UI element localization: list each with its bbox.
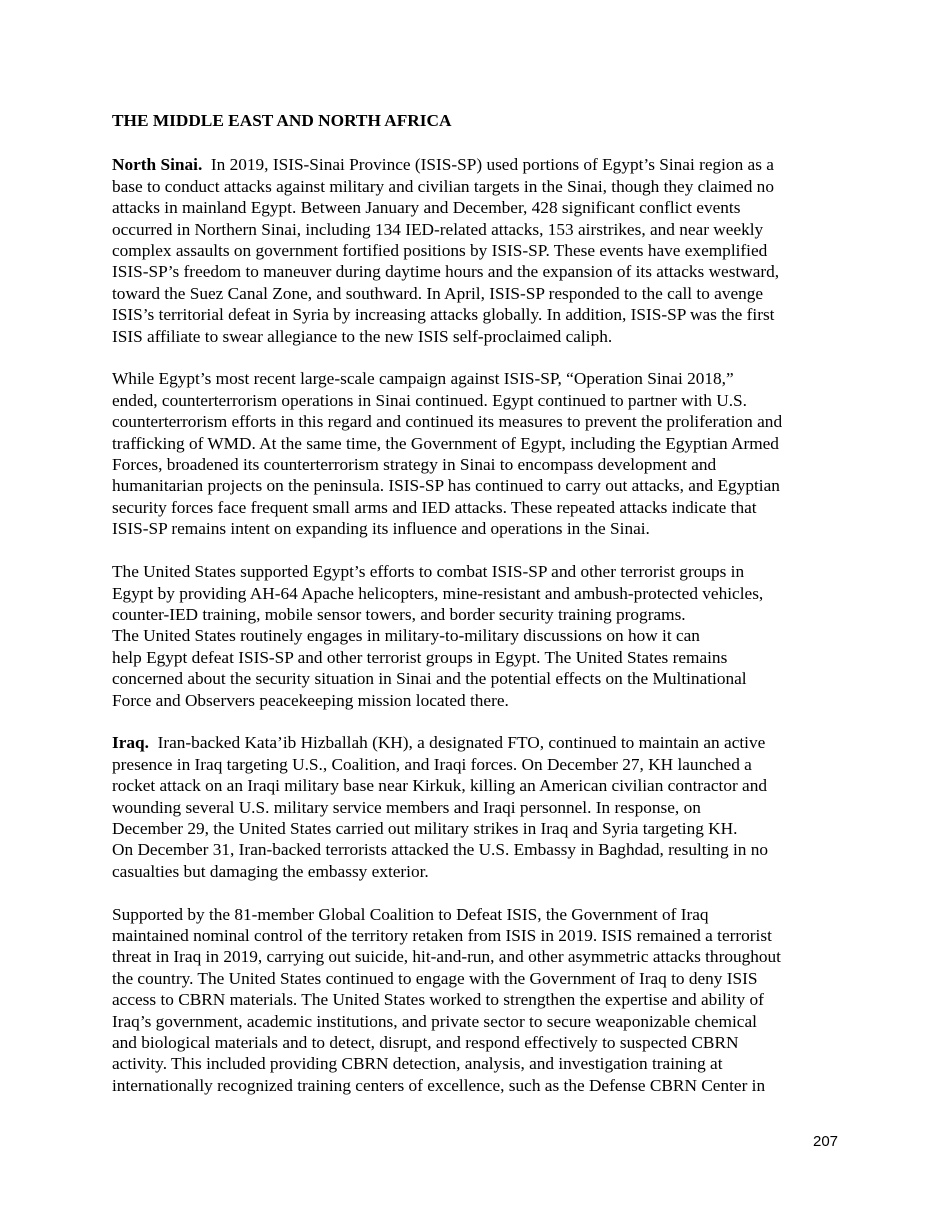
text-line: Supported by the 81-member Global Coalition to Defeat ISIS, the Government of Iraq bbox=[112, 904, 709, 924]
text-line: the country. The United States continued to engage with the Government of Iraq to deny ISIS bbox=[112, 968, 758, 988]
text-line: occurred in Northern Sinai, including 134 IED-related attacks, 153 airstrikes, and near weekly bbox=[112, 219, 764, 239]
paragraph-egypt-campaign bbox=[112, 368, 857, 539]
text-line: complex assaults on government fortified positions by ISIS-SP. These events have exemplified bbox=[112, 241, 768, 261]
document-page bbox=[112, 110, 857, 1118]
text-line: ISIS affiliate to swear allegiance to the new ISIS self-proclaimed caliph. bbox=[112, 326, 613, 346]
text-line: While Egypt’s most recent large-scale campaign against ISIS-SP, “Operation Sinai 2018,” bbox=[112, 369, 734, 389]
text-line: ISIS’s territorial defeat in Syria by increasing attacks globally. In addition, ISIS-SP was the first bbox=[112, 305, 775, 325]
text-line: The United States routinely engages in military-to-military discussions on how it can bbox=[112, 626, 700, 646]
text-line: rocket attack on an Iraqi military base near Kirkuk, killing an American civilian contractor and bbox=[112, 776, 767, 796]
text-line: security forces face frequent small arms and IED attacks. These repeated attacks indicate that bbox=[112, 497, 757, 517]
text-line: humanitarian projects on the peninsula. ISIS-SP has continued to carry out attacks, and Egyptian bbox=[112, 476, 780, 496]
paragraph-lead: North Sinai. bbox=[112, 155, 203, 175]
text-line: ended, counterterrorism operations in Sinai continued. Egypt continued to partner with U.S. bbox=[112, 390, 747, 410]
text-line: On December 31, Iran-backed terrorists attacked the U.S. Embassy in Baghdad, resulting in no bbox=[112, 840, 769, 860]
text-line: help Egypt defeat ISIS-SP and other terrorist groups in Egypt. The United States remains bbox=[112, 647, 728, 667]
page-number: 207 bbox=[813, 1133, 839, 1150]
text-line: Forces, broadened its counterterrorism strategy in Sinai to encompass development and bbox=[112, 455, 717, 475]
text-line: Force and Observers peacekeeping mission located there. bbox=[112, 690, 509, 710]
text-line: ISIS-SP’s freedom to maneuver during daytime hours and the expansion of its attacks westward, bbox=[112, 262, 780, 282]
text-line: North Sinai. In 2019, ISIS-Sinai Province (ISIS-SP) used portions of Egypt’s Sinai region as a bbox=[112, 155, 774, 175]
paragraph-us-support-egypt bbox=[112, 561, 857, 711]
paragraph-lead: Iraq. bbox=[112, 733, 149, 753]
text-line: wounding several U.S. military service members and Iraqi personnel. In response, on bbox=[112, 797, 701, 817]
text-line: internationally recognized training centers of excellence, such as the Defense CBRN Center in bbox=[112, 1075, 766, 1095]
text-line: attacks in mainland Egypt. Between January and December, 428 significant conflict events bbox=[112, 198, 741, 218]
section-heading: THE MIDDLE EAST AND NORTH AFRICA bbox=[112, 111, 452, 130]
text-line: Egypt by providing AH-64 Apache helicopters, mine-resistant and ambush-protected vehicles, bbox=[112, 583, 764, 603]
text-line: counterterrorism efforts in this regard and continued its measures to prevent the proliferation and bbox=[112, 412, 783, 432]
text-line: The United States supported Egypt’s efforts to combat ISIS-SP and other terrorist groups in bbox=[112, 562, 745, 582]
text-line: threat in Iraq in 2019, carrying out suicide, hit-and-run, and other asymmetric attacks throughout bbox=[112, 947, 781, 967]
text-line: casualties but damaging the embassy exterior. bbox=[112, 861, 429, 881]
text-line: ISIS-SP remains intent on expanding its influence and operations in the Sinai. bbox=[112, 519, 650, 539]
text-line: base to conduct attacks against military and civilian targets in the Sinai, though they claimed no bbox=[112, 176, 774, 196]
text-line: trafficking of WMD. At the same time, the Government of Egypt, including the Egyptian Armed bbox=[112, 433, 779, 453]
paragraph-iraq bbox=[112, 732, 857, 882]
paragraph-iraq-coalition bbox=[112, 904, 857, 1097]
text-line: and biological materials and to detect, disrupt, and respond effectively to suspected CBRN bbox=[112, 1033, 739, 1052]
text-line: activity. This included providing CBRN detection, analysis, and investigation training at bbox=[112, 1054, 723, 1074]
text-line: toward the Suez Canal Zone, and southward. In April, ISIS-SP responded to the call to avenge bbox=[112, 283, 764, 303]
text-line: presence in Iraq targeting U.S., Coalition, and Iraqi forces. On December 27, KH launched a bbox=[112, 754, 752, 774]
text-line: Iraq’s government, academic institutions, and private sector to secure weaponizable chemical bbox=[112, 1011, 757, 1031]
text-line: concerned about the security situation in Sinai and the potential effects on the Multinational bbox=[112, 669, 747, 689]
text-line: access to CBRN materials. The United States worked to strengthen the expertise and ability of bbox=[112, 990, 764, 1010]
paragraph-north-sinai bbox=[112, 154, 857, 347]
text-line: Iraq. Iran-backed Kata’ib Hizballah (KH), a designated FTO, continued to maintain an active bbox=[112, 733, 766, 753]
text-line: counter-IED training, mobile sensor towers, and border security training programs. bbox=[112, 604, 686, 624]
text-line: December 29, the United States carried out military strikes in Iraq and Syria targeting KH. bbox=[112, 818, 738, 838]
text-line: maintained nominal control of the territory retaken from ISIS in 2019. ISIS remained a terrorist bbox=[112, 925, 772, 945]
